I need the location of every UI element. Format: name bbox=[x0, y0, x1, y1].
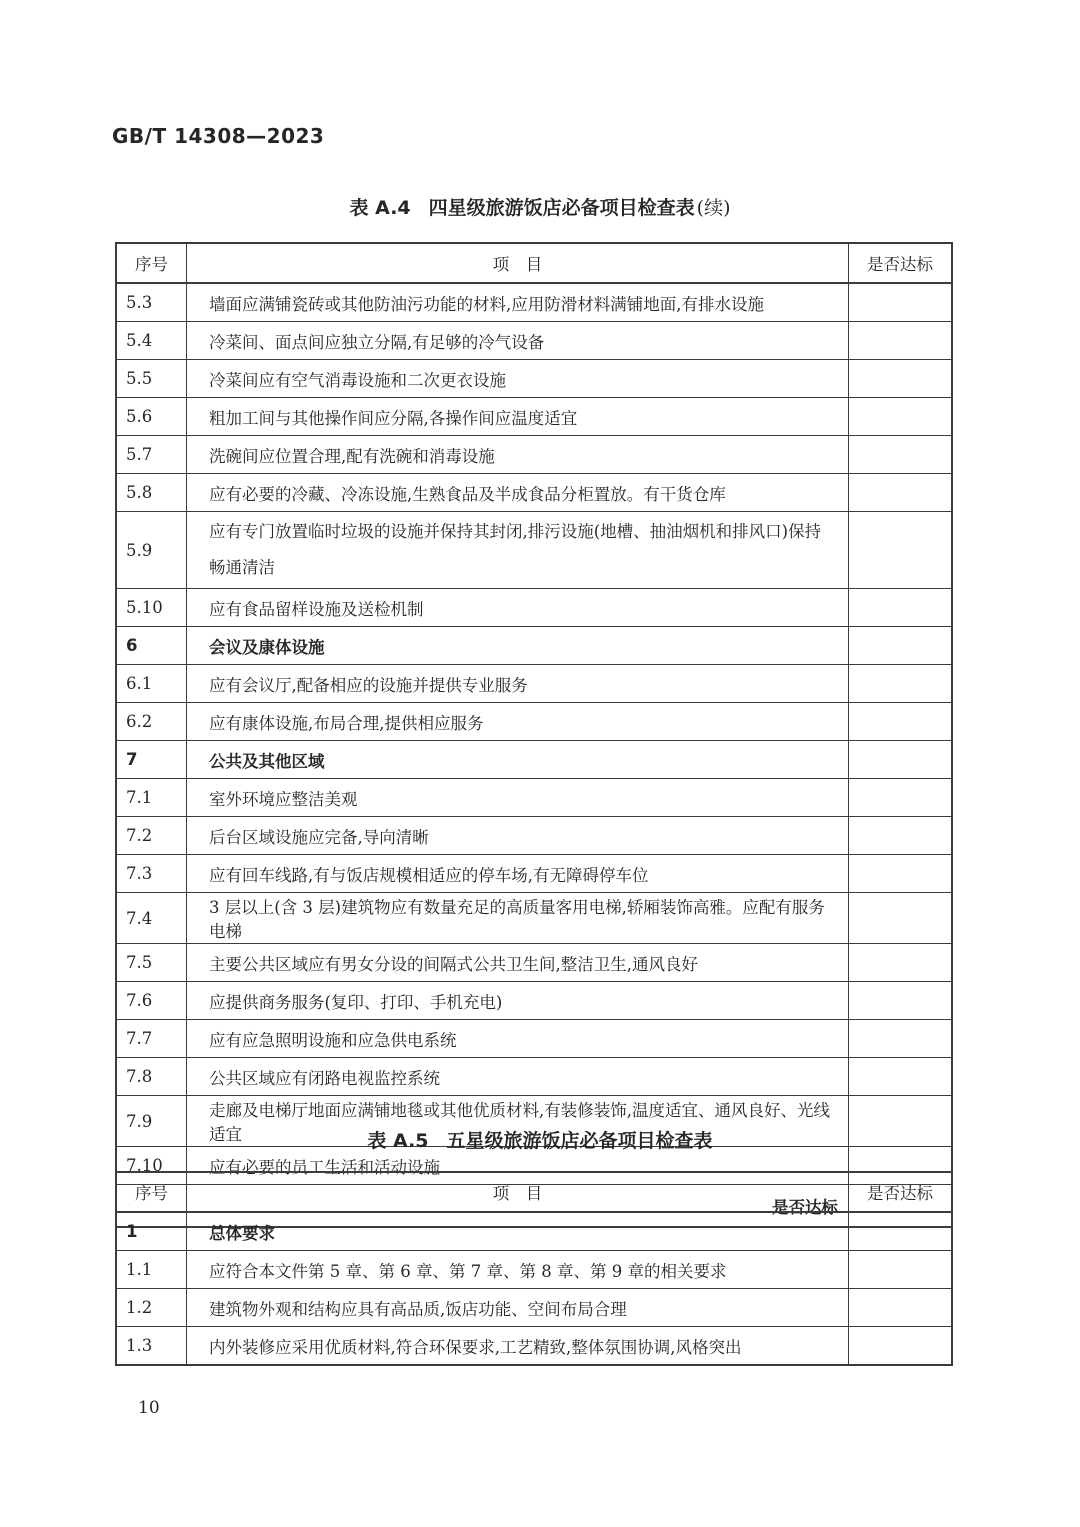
table-a5 bbox=[115, 1171, 953, 1366]
row-number: 7.3 bbox=[116, 855, 187, 893]
row-item-text: 应有食品留样设施及送检机制 bbox=[187, 589, 849, 627]
item-row bbox=[116, 893, 952, 944]
column-header-status: 是否达标 bbox=[849, 243, 953, 283]
row-number: 5.3 bbox=[116, 283, 187, 322]
row-item-text: 应有会议厅,配备相应的设施并提供专业服务 bbox=[187, 665, 849, 703]
item-row bbox=[116, 283, 952, 322]
row-number: 7.4 bbox=[116, 893, 187, 944]
row-number: 1.1 bbox=[116, 1251, 187, 1289]
table-a4 bbox=[115, 242, 953, 1228]
column-header-item: 项 目 bbox=[187, 1172, 849, 1212]
standard-code: GB/T 14308—2023 bbox=[112, 124, 325, 148]
row-number: 7.9 bbox=[116, 1096, 187, 1147]
row-number: 7.6 bbox=[116, 982, 187, 1020]
item-row bbox=[116, 589, 952, 627]
row-item-text: 应符合本文件第 5 章、第 6 章、第 7 章、第 8 章、第 9 章的相关要求 bbox=[187, 1251, 849, 1289]
item-row bbox=[116, 944, 952, 982]
item-row bbox=[116, 1251, 952, 1289]
row-status-cell bbox=[849, 360, 953, 398]
row-number: 1 bbox=[116, 1212, 187, 1251]
row-item-text: 应有应急照明设施和应急供电系统 bbox=[187, 1020, 849, 1058]
row-number: 7.10 bbox=[116, 1147, 187, 1185]
row-number: 5.10 bbox=[116, 589, 187, 627]
row-status-cell bbox=[849, 1289, 953, 1327]
row-item-text: 应有必要的冷藏、冷冻设施,生熟食品及半成食品分柜置放。有干货仓库 bbox=[187, 474, 849, 512]
section-header-row bbox=[116, 627, 952, 665]
section-header-row bbox=[116, 1212, 952, 1251]
row-status-cell bbox=[849, 1251, 953, 1289]
row-status-cell bbox=[849, 779, 953, 817]
row-status-cell bbox=[849, 703, 953, 741]
column-header-status: 是否达标 bbox=[849, 1172, 953, 1212]
table-a5-caption-title: 五星级旅游饭店必备项目检查表 bbox=[446, 1130, 713, 1152]
table-a4-caption bbox=[0, 193, 1080, 220]
row-status-cell bbox=[849, 1327, 953, 1366]
row-number: 1.2 bbox=[116, 1289, 187, 1327]
row-item-text: 3 层以上(含 3 层)建筑物应有数量充足的高质量客用电梯,轿厢装饰高雅。应配有服务电梯 bbox=[187, 893, 849, 944]
row-number: 7 bbox=[116, 741, 187, 779]
row-number: 1.3 bbox=[116, 1327, 187, 1366]
row-item-text: 粗加工间与其他操作间应分隔,各操作间应温度适宜 bbox=[187, 398, 849, 436]
item-row bbox=[116, 322, 952, 360]
row-status-cell bbox=[849, 982, 953, 1020]
row-item-text: 冷菜间、面点间应独立分隔,有足够的冷气设备 bbox=[187, 322, 849, 360]
row-status-cell bbox=[849, 474, 953, 512]
row-item-text: 应有康体设施,布局合理,提供相应服务 bbox=[187, 703, 849, 741]
row-number: 6.1 bbox=[116, 665, 187, 703]
row-number: 5.7 bbox=[116, 436, 187, 474]
row-status-cell bbox=[849, 1020, 953, 1058]
row-item-text: 总体要求 bbox=[187, 1212, 849, 1251]
row-status-cell bbox=[849, 398, 953, 436]
table-a5-caption bbox=[0, 1126, 1080, 1153]
row-number: 5.8 bbox=[116, 474, 187, 512]
table-a4-caption-label: 表 A.4 bbox=[349, 197, 411, 219]
row-status-cell bbox=[849, 322, 953, 360]
item-row bbox=[116, 1058, 952, 1096]
row-number: 5.4 bbox=[116, 322, 187, 360]
row-status-cell bbox=[849, 1058, 953, 1096]
column-header-index: 序号 bbox=[116, 243, 187, 283]
item-row bbox=[116, 982, 952, 1020]
row-status-cell bbox=[849, 283, 953, 322]
row-number: 5.5 bbox=[116, 360, 187, 398]
row-item-text: 公共区域应有闭路电视监控系统 bbox=[187, 1058, 849, 1096]
page-number: 10 bbox=[138, 1398, 160, 1418]
row-item-text: 应有必要的员工生活和活动设施 bbox=[187, 1147, 849, 1185]
row-status-cell bbox=[849, 1212, 953, 1251]
row-item-text: 建筑物外观和结构应具有高品质,饭店功能、空间布局合理 bbox=[187, 1289, 849, 1327]
table-a5-caption-label: 表 A.5 bbox=[367, 1130, 429, 1152]
row-number: 7.8 bbox=[116, 1058, 187, 1096]
row-item-text: 后台区域设施应完备,导向清晰 bbox=[187, 817, 849, 855]
row-item-text: 走廊及电梯厅地面应满铺地毯或其他优质材料,有装修装饰,温度适宜、通风良好、光线适宜 bbox=[187, 1096, 849, 1147]
row-number: 7.1 bbox=[116, 779, 187, 817]
row-status-cell bbox=[849, 741, 953, 779]
row-number: 7.2 bbox=[116, 817, 187, 855]
row-status-cell bbox=[849, 944, 953, 982]
row-item-text: 墙面应满铺瓷砖或其他防油污功能的材料,应用防滑材料满铺地面,有排水设施 bbox=[187, 283, 849, 322]
item-row bbox=[116, 817, 952, 855]
row-item-text: 主要公共区域应有男女分设的间隔式公共卫生间,整洁卫生,通风良好 bbox=[187, 944, 849, 982]
table-a5-header-row bbox=[116, 1172, 952, 1212]
item-row bbox=[116, 703, 952, 741]
item-row bbox=[116, 398, 952, 436]
row-status-cell bbox=[849, 589, 953, 627]
table-a4-header-row bbox=[116, 243, 952, 283]
section-header-row bbox=[116, 741, 952, 779]
row-status-cell bbox=[849, 855, 953, 893]
row-item-text: 应有专门放置临时垃圾的设施并保持其封闭,排污设施(地槽、抽油烟机和排风口)保持畅通清洁 bbox=[187, 512, 849, 589]
row-status-cell bbox=[849, 512, 953, 589]
item-row bbox=[116, 1327, 952, 1366]
item-row bbox=[116, 436, 952, 474]
row-item-text: 室外环境应整洁美观 bbox=[187, 779, 849, 817]
row-number: 6 bbox=[116, 627, 187, 665]
item-row bbox=[116, 1020, 952, 1058]
row-number: 7.7 bbox=[116, 1020, 187, 1058]
column-header-item: 项 目 bbox=[187, 243, 849, 283]
item-row bbox=[116, 665, 952, 703]
row-status-cell bbox=[849, 627, 953, 665]
footer-status-label: 是否达标 bbox=[116, 1185, 849, 1228]
row-item-text: 冷菜间应有空气消毒设施和二次更衣设施 bbox=[187, 360, 849, 398]
item-row bbox=[116, 512, 952, 589]
row-number: 7.5 bbox=[116, 944, 187, 982]
row-number: 5.6 bbox=[116, 398, 187, 436]
row-number: 5.9 bbox=[116, 512, 187, 589]
item-row bbox=[116, 779, 952, 817]
row-status-cell bbox=[849, 817, 953, 855]
item-row bbox=[116, 474, 952, 512]
row-item-text: 会议及康体设施 bbox=[187, 627, 849, 665]
row-status-cell bbox=[849, 893, 953, 944]
row-item-text: 公共及其他区域 bbox=[187, 741, 849, 779]
table-a4-caption-title: 四星级旅游饭店必备项目检查表 bbox=[428, 197, 695, 219]
item-row bbox=[116, 1289, 952, 1327]
item-row bbox=[116, 855, 952, 893]
row-status-cell bbox=[849, 436, 953, 474]
row-number: 6.2 bbox=[116, 703, 187, 741]
row-item-text: 应有回车线路,有与饭店规模相适应的停车场,有无障碍停车位 bbox=[187, 855, 849, 893]
row-item-text: 应提供商务服务(复印、打印、手机充电) bbox=[187, 982, 849, 1020]
row-item-text: 内外装修应采用优质材料,符合环保要求,工艺精致,整体氛围协调,风格突出 bbox=[187, 1327, 849, 1366]
item-row bbox=[116, 360, 952, 398]
table-a4-caption-suffix: (续) bbox=[696, 197, 731, 219]
column-header-index: 序号 bbox=[116, 1172, 187, 1212]
row-item-text: 洗碗间应位置合理,配有洗碗和消毒设施 bbox=[187, 436, 849, 474]
row-status-cell bbox=[849, 665, 953, 703]
